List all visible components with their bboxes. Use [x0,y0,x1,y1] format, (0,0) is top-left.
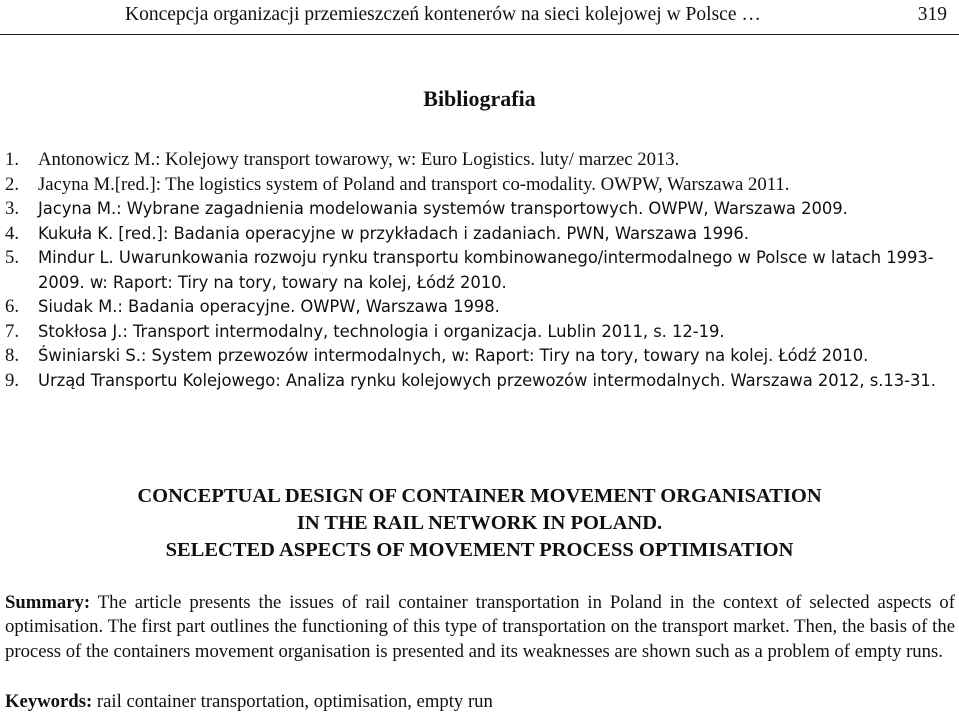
english-title-line: SELECTED ASPECTS OF MOVEMENT PROCESS OPTIMISATION [165,539,794,561]
bibliography-entry [5,320,955,345]
bibliography-entry [5,173,955,198]
entry-number: 2. [5,173,20,195]
english-title [0,483,959,564]
bibliography-heading: Bibliografia [423,86,536,111]
summary-text: The article presents the issues of rail container transportation in Poland in the context of selected aspects of optimisation. The first part outlines the functioning of this type of transportation on the transport market. Then, the basis of the process of the containers movement organisation is presented and its weaknesses are shown such as a problem of empty runs. [5,592,955,662]
entry-number: 8. [5,345,20,366]
bibliography-entry [5,344,955,369]
bibliography-entry [5,295,955,320]
entry-number: 4. [5,222,20,244]
running-title: Koncepcja organizacji przemieszczeń kontenerów na sieci kolejowej w Polsce … [125,4,761,25]
english-title-line: IN THE RAIL NETWORK IN POLAND. [296,512,663,534]
summary-paragraph [5,591,955,664]
bibliography-entry [5,369,955,394]
english-title-line: CONCEPTUAL DESIGN OF CONTAINER MOVEMENT ORGANISATION [137,485,822,507]
entry-text: Jacyna M.: Wybrane zagadnienia modelowania systemów transportowych. OWPW, Warszawa 2009. [38,199,848,218]
bibliography-entry [5,246,955,295]
entry-text: Antonowicz M.: Kolejowy transport towarowy, w: Euro Logistics. luty/ marzec 2013. [38,149,680,170]
bibliography-list [5,148,955,393]
keywords-label: Keywords: [5,691,93,712]
entry-text: Jacyna M.[red.]: The logistics system of Poland and transport co-modality. OWPW, Warszawa 2011. [38,173,790,195]
bibliography-entry [5,222,955,247]
entry-text: Mindur L. Uwarunkowania rozwoju rynku transportu kombinowanego/intermodalnego w Polsce w latach 1993-2009. w: Raport: Tiry na tory, towary na kolej, Łódź 2010. [38,248,934,292]
entry-number: 1. [5,149,20,170]
entry-number: 9. [5,369,20,391]
entry-text: Stokłosa J.: Transport intermodalny, technologia i organizacja. Lublin 2011, s. 12-19. [38,321,725,341]
bibliography-entry [5,197,955,222]
page-number: 319 [917,4,947,25]
entry-number: 5. [5,247,20,268]
keywords-line [5,690,955,714]
entry-text: Świniarski S.: System przewozów intermodalnych, w: Raport: Tiry na tory, towary na kolej. Łódź 2010. [38,346,869,365]
entry-text: Siudak M.: Badania operacyjne. OWPW, Warszawa 1998. [38,297,500,316]
entry-number: 7. [5,320,20,342]
bibliography-entry [5,148,955,173]
summary-label: Summary: [5,592,91,613]
entry-number: 3. [5,198,20,219]
keywords-text: rail container transportation, optimisation, empty run [96,691,493,712]
entry-text: Urząd Transportu Kolejowego: Analiza rynku kolejowych przewozów intermodalnych. Warszawa 2012, s.13-31. [38,370,936,390]
running-header [0,0,959,35]
entry-text: Kukuła K. [red.]: Badania operacyjne w przykładach i zadaniach. PWN, Warszawa 1996. [38,223,749,243]
entry-number: 6. [5,296,20,317]
